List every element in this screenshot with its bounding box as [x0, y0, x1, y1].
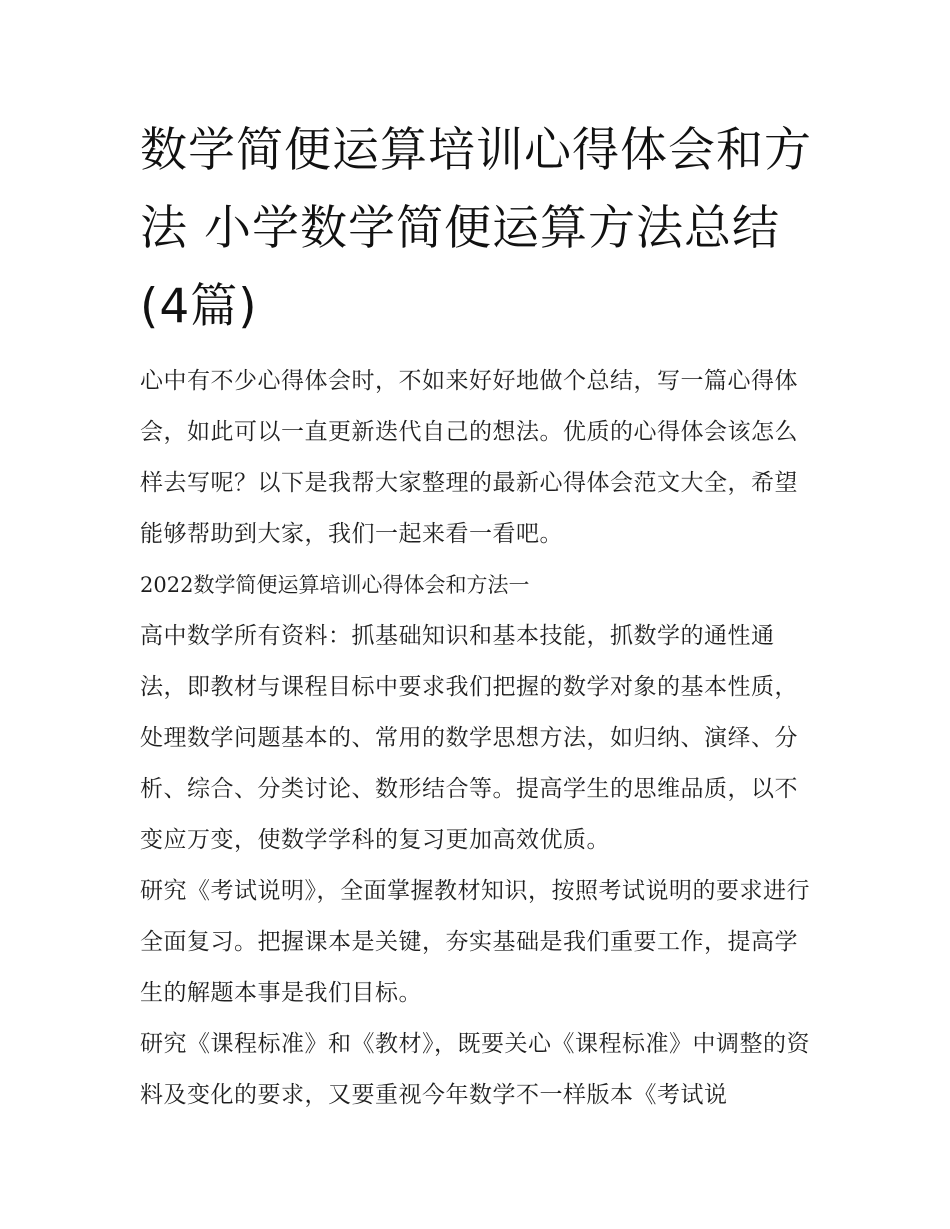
document-body: [140, 112, 812, 1121]
document-title: 数学简便运算培训心得体会和方法 小学数学简便运算方法总结(4篇): [140, 123, 812, 334]
intro-paragraph: 心中有不少心得体会时，不如来好好地做个总结，写一篇心得体会，如此可以一直更新迭代自己的想法。优质的心得体会该怎么样去写呢？以下是我帮大家整理的最新心得体会范文大全，希望能够帮助到大家，我们一起来看一看吧。: [140, 368, 798, 547]
body-paragraph-2: 研究《考试说明》，全面掌握教材知识，按照考试说明的要求进行全面复习。把握课本是关键，夯实基础是我们重要工作，提高学生的解题本事是我们目标。: [140, 878, 810, 1006]
section-heading: 2022数学简便运算培训心得体会和方法一: [140, 573, 530, 597]
body-paragraph-1: 高中数学所有资料：抓基础知识和基本技能，抓数学的通性通法，即教材与课程目标中要求我们把握的数学对象的基本性质，处理数学问题基本的、常用的数学思想方法，如归纳、演绎、分析、综合、分类讨论、数形结合等。提高学生的思维品质，以不变应万变，使数学学科的复习更加高效优质。: [140, 623, 798, 853]
body-paragraph-3: 研究《课程标准》和《教材》，既要关心《课程标准》中调整的资料及变化的要求，又要重视今年数学不一样版本《考试说: [140, 1031, 810, 1108]
